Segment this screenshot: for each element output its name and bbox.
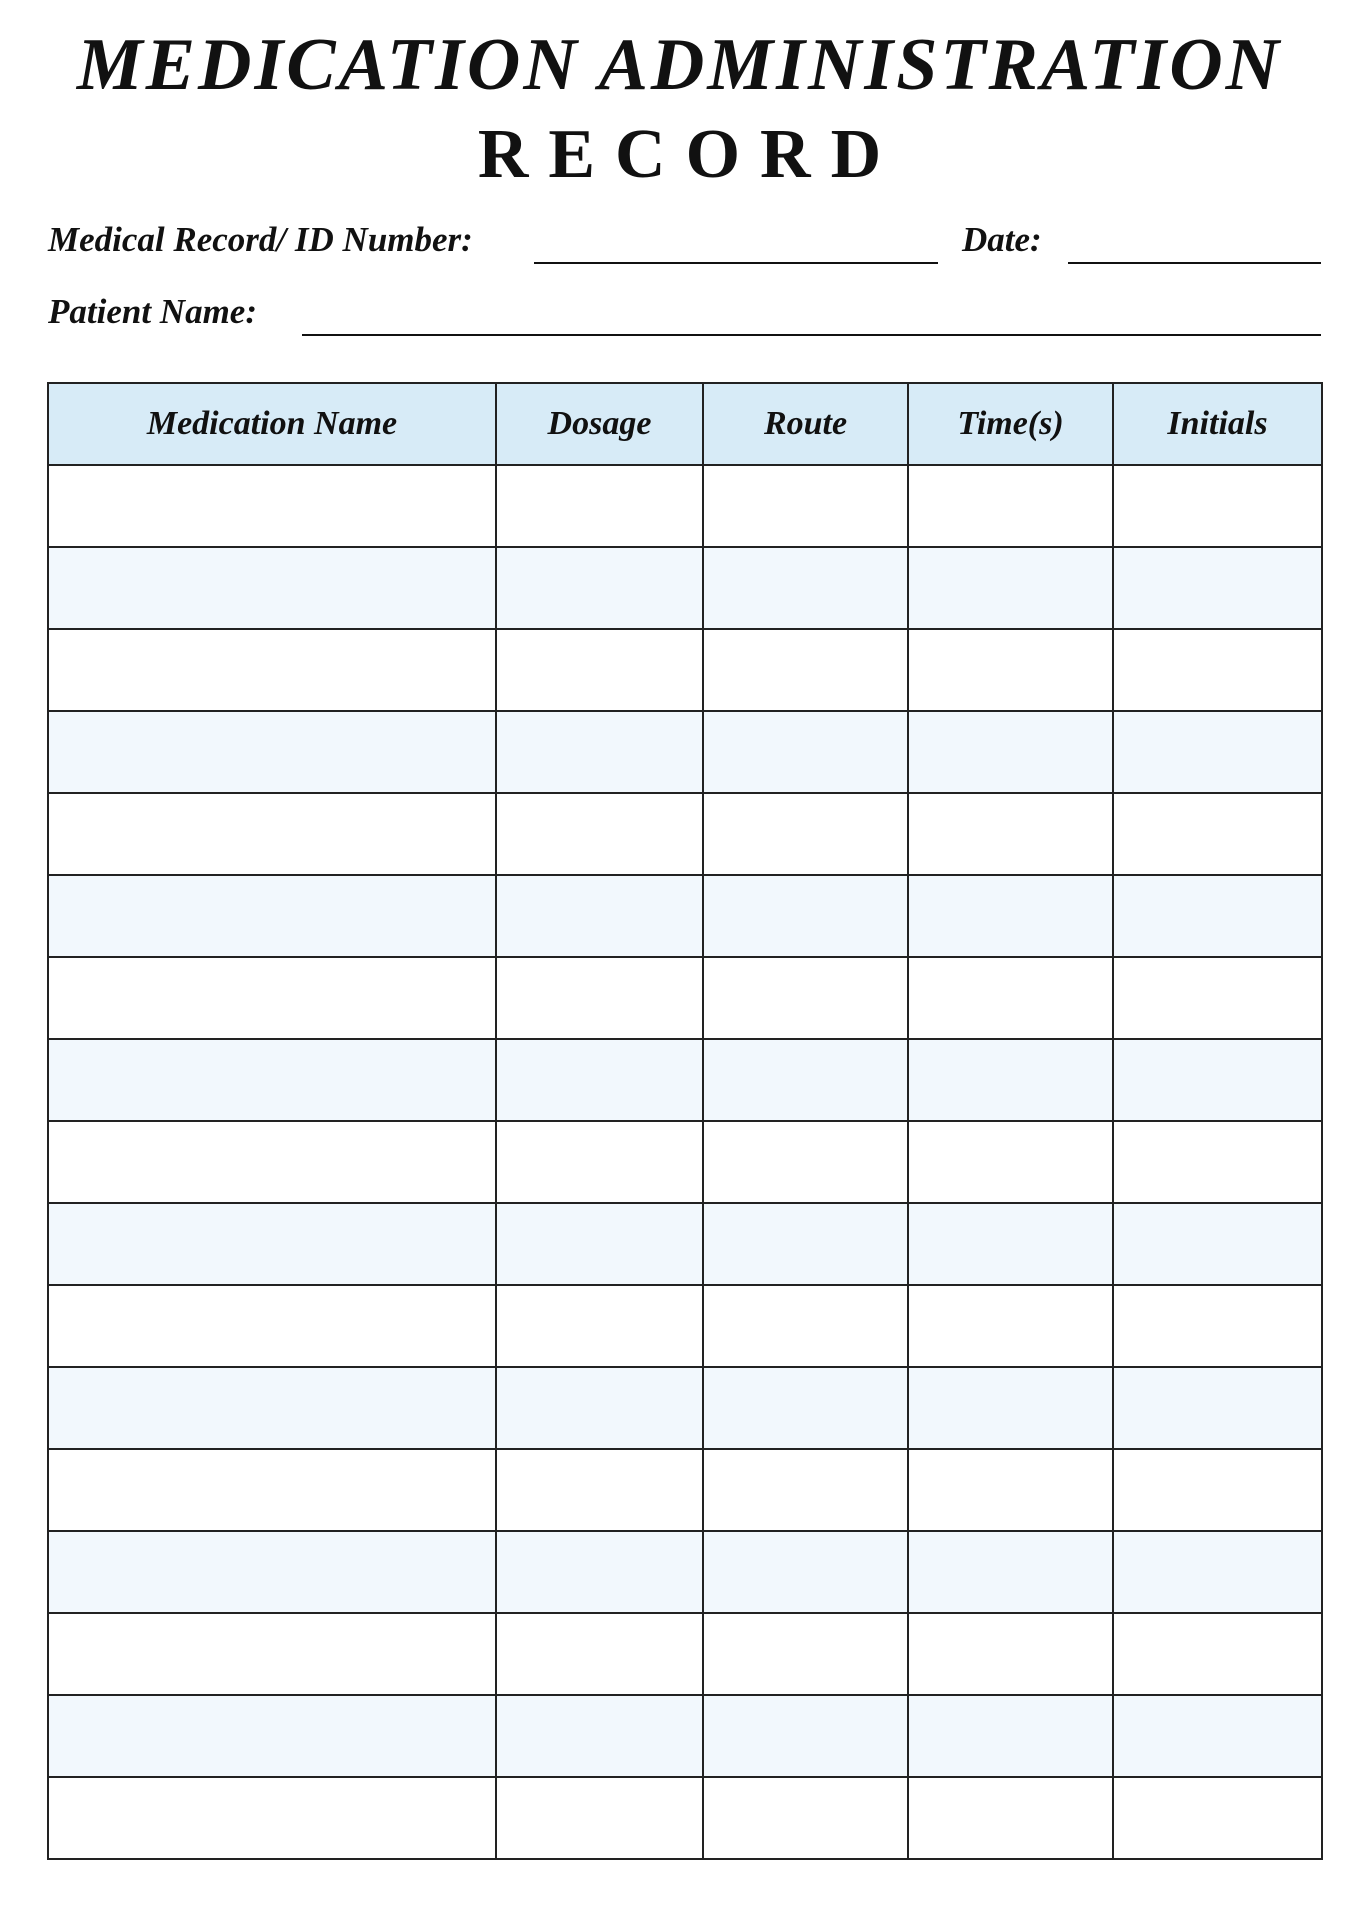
record-id-field[interactable] <box>534 262 938 264</box>
times-cell[interactable] <box>908 629 1113 711</box>
dosage-cell[interactable] <box>496 875 703 957</box>
column-header-route: Route <box>703 383 908 465</box>
medication-name-cell[interactable] <box>48 875 496 957</box>
table-row <box>48 711 1322 793</box>
times-cell[interactable] <box>908 465 1113 547</box>
dosage-cell[interactable] <box>496 1039 703 1121</box>
table-body <box>48 465 1322 1859</box>
route-cell[interactable] <box>703 547 908 629</box>
dosage-cell[interactable] <box>496 1777 703 1859</box>
table-row <box>48 875 1322 957</box>
route-cell[interactable] <box>703 1613 908 1695</box>
initials-cell[interactable] <box>1113 1285 1322 1367</box>
medication-name-cell[interactable] <box>48 1695 496 1777</box>
medication-name-cell[interactable] <box>48 957 496 1039</box>
times-cell[interactable] <box>908 1367 1113 1449</box>
date-field[interactable] <box>1068 262 1321 264</box>
initials-cell[interactable] <box>1113 465 1322 547</box>
medication-name-cell[interactable] <box>48 1121 496 1203</box>
column-header-initials: Initials <box>1113 383 1322 465</box>
route-cell[interactable] <box>703 957 908 1039</box>
table-row <box>48 1449 1322 1531</box>
initials-cell[interactable] <box>1113 547 1322 629</box>
table-row <box>48 1777 1322 1859</box>
form-title-line-2: RECORD <box>477 116 902 193</box>
initials-cell[interactable] <box>1113 1039 1322 1121</box>
table-row <box>48 1531 1322 1613</box>
dosage-cell[interactable] <box>496 1203 703 1285</box>
dosage-cell[interactable] <box>496 547 703 629</box>
times-cell[interactable] <box>908 1121 1113 1203</box>
medication-name-cell[interactable] <box>48 1285 496 1367</box>
column-header-dosage: Dosage <box>496 383 703 465</box>
medication-name-cell[interactable] <box>48 465 496 547</box>
times-cell[interactable] <box>908 793 1113 875</box>
dosage-cell[interactable] <box>496 1613 703 1695</box>
table-header-row <box>48 383 1322 465</box>
table-row <box>48 1613 1322 1695</box>
route-cell[interactable] <box>703 1449 908 1531</box>
column-header-medication-name: Medication Name <box>48 383 496 465</box>
table-row <box>48 793 1322 875</box>
column-header-times: Time(s) <box>908 383 1113 465</box>
dosage-cell[interactable] <box>496 465 703 547</box>
dosage-cell[interactable] <box>496 1367 703 1449</box>
table-row <box>48 1367 1322 1449</box>
times-cell[interactable] <box>908 547 1113 629</box>
route-cell[interactable] <box>703 629 908 711</box>
times-cell[interactable] <box>908 1449 1113 1531</box>
table-row <box>48 1285 1322 1367</box>
dosage-cell[interactable] <box>496 711 703 793</box>
initials-cell[interactable] <box>1113 1203 1322 1285</box>
medication-name-cell[interactable] <box>48 1531 496 1613</box>
medication-name-cell[interactable] <box>48 793 496 875</box>
route-cell[interactable] <box>703 711 908 793</box>
medication-table <box>47 382 1323 1860</box>
times-cell[interactable] <box>908 711 1113 793</box>
times-cell[interactable] <box>908 1039 1113 1121</box>
route-cell[interactable] <box>703 1367 908 1449</box>
dosage-cell[interactable] <box>496 629 703 711</box>
medication-name-cell[interactable] <box>48 1039 496 1121</box>
table-row <box>48 629 1322 711</box>
initials-cell[interactable] <box>1113 1449 1322 1531</box>
patient-name-field[interactable] <box>302 334 1321 336</box>
route-cell[interactable] <box>703 465 908 547</box>
dosage-cell[interactable] <box>496 1449 703 1531</box>
date-label: Date: <box>962 220 1042 259</box>
route-cell[interactable] <box>703 1203 908 1285</box>
dosage-cell[interactable] <box>496 793 703 875</box>
route-cell[interactable] <box>703 1695 908 1777</box>
times-cell[interactable] <box>908 875 1113 957</box>
dosage-cell[interactable] <box>496 1695 703 1777</box>
medication-name-cell[interactable] <box>48 1777 496 1859</box>
medication-name-cell[interactable] <box>48 547 496 629</box>
initials-cell[interactable] <box>1113 793 1322 875</box>
dosage-cell[interactable] <box>496 1285 703 1367</box>
dosage-cell[interactable] <box>496 1121 703 1203</box>
initials-cell[interactable] <box>1113 1367 1322 1449</box>
route-cell[interactable] <box>703 1121 908 1203</box>
table-row <box>48 1203 1322 1285</box>
times-cell[interactable] <box>908 1285 1113 1367</box>
initials-cell[interactable] <box>1113 1695 1322 1777</box>
dosage-cell[interactable] <box>496 1531 703 1613</box>
medication-name-cell[interactable] <box>48 1367 496 1449</box>
table-row <box>48 1121 1322 1203</box>
times-cell[interactable] <box>908 1613 1113 1695</box>
initials-cell[interactable] <box>1113 629 1322 711</box>
route-cell[interactable] <box>703 793 908 875</box>
record-id-label: Medical Record/ ID Number: <box>48 220 473 259</box>
route-cell[interactable] <box>703 1039 908 1121</box>
times-cell[interactable] <box>908 1695 1113 1777</box>
table-row <box>48 465 1322 547</box>
table-row <box>48 547 1322 629</box>
table-row <box>48 957 1322 1039</box>
medication-name-cell[interactable] <box>48 1613 496 1695</box>
medication-name-cell[interactable] <box>48 1449 496 1531</box>
dosage-cell[interactable] <box>496 957 703 1039</box>
route-cell[interactable] <box>703 1777 908 1859</box>
route-cell[interactable] <box>703 1531 908 1613</box>
times-cell[interactable] <box>908 1203 1113 1285</box>
times-cell[interactable] <box>908 957 1113 1039</box>
patient-name-label: Patient Name: <box>48 292 257 331</box>
table-row <box>48 1695 1322 1777</box>
medication-name-cell[interactable] <box>48 629 496 711</box>
form-title-line-1: MEDICATION ADMINISTRATION <box>76 24 1283 106</box>
table-row <box>48 1039 1322 1121</box>
times-cell[interactable] <box>908 1777 1113 1859</box>
times-cell[interactable] <box>908 1531 1113 1613</box>
medication-name-cell[interactable] <box>48 711 496 793</box>
initials-cell[interactable] <box>1113 957 1322 1039</box>
initials-cell[interactable] <box>1113 1613 1322 1695</box>
initials-cell[interactable] <box>1113 1777 1322 1859</box>
route-cell[interactable] <box>703 875 908 957</box>
route-cell[interactable] <box>703 1285 908 1367</box>
initials-cell[interactable] <box>1113 875 1322 957</box>
medication-name-cell[interactable] <box>48 1203 496 1285</box>
initials-cell[interactable] <box>1113 1531 1322 1613</box>
initials-cell[interactable] <box>1113 711 1322 793</box>
initials-cell[interactable] <box>1113 1121 1322 1203</box>
